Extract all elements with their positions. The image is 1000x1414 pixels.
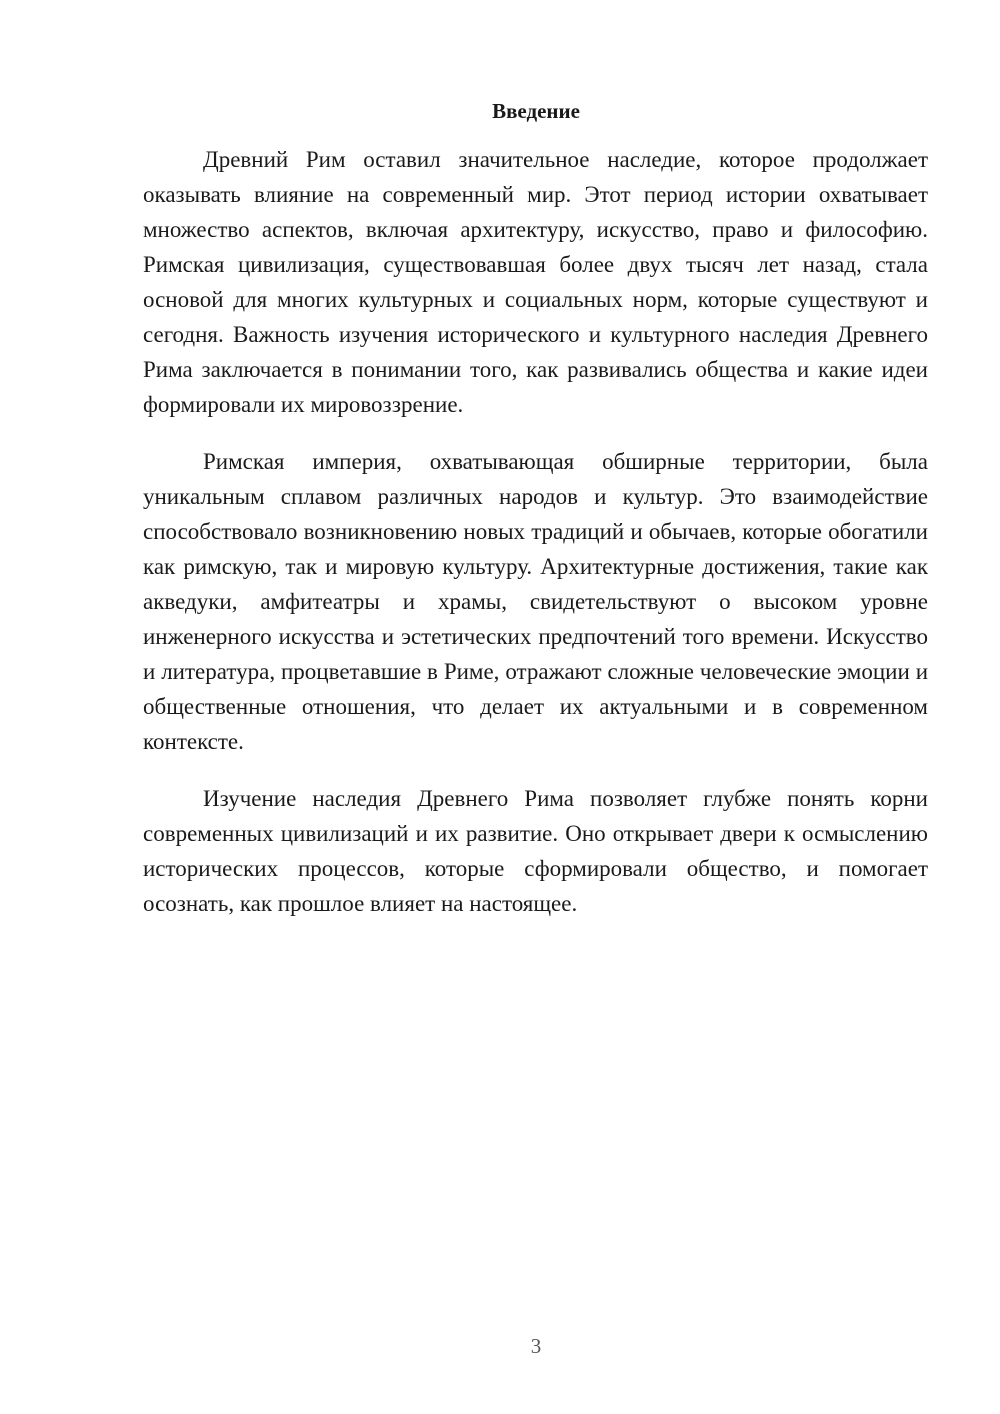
section-title: Введение	[492, 99, 580, 123]
page-number: 3	[530, 1334, 542, 1358]
paragraph-2: Римская империя, охватывающая обширные территории, была уникальным сплавом различных народов и культур. Это взаимодействие способствовало возникновению новых традиций и обычаев, которые обогатили как римскую, так и мировую культуру. Архитектурные достижения, такие как акведуки, амфитеатры и храмы, свидетельствуют о высоком уровне инженерного искусства и эстетических предпочтений того времени. Искусство и литература, процветавшие в Риме, отражают сложные человеческие эмоции и общественные отношения, что делает их актуальными и в современном контексте.	[143, 449, 928, 754]
paragraph-3: Изучение наследия Древнего Рима позволяет глубже понять корни современных цивилизаций и их развитие. Оно открывает двери к осмыслению исторических процессов, которые сформировали общество, и помогает осознать, как прошлое влияет на настоящее.	[143, 786, 928, 916]
paragraph-1: Древний Рим оставил значительное наследие, которое продолжает оказывать влияние на современный мир. Этот период истории охватывает множество аспектов, включая архитектуру, искусство, право и философию. Римская цивилизация, существовавшая более двух тысяч лет назад, стала основой для многих культурных и социальных норм, которые существуют и сегодня. Важность изучения исторического и культурного наследия Древнего Рима заключается в понимании того, как развивались общества и какие идеи формировали их мировоззрение.	[143, 147, 928, 417]
document-body	[143, 142, 928, 943]
